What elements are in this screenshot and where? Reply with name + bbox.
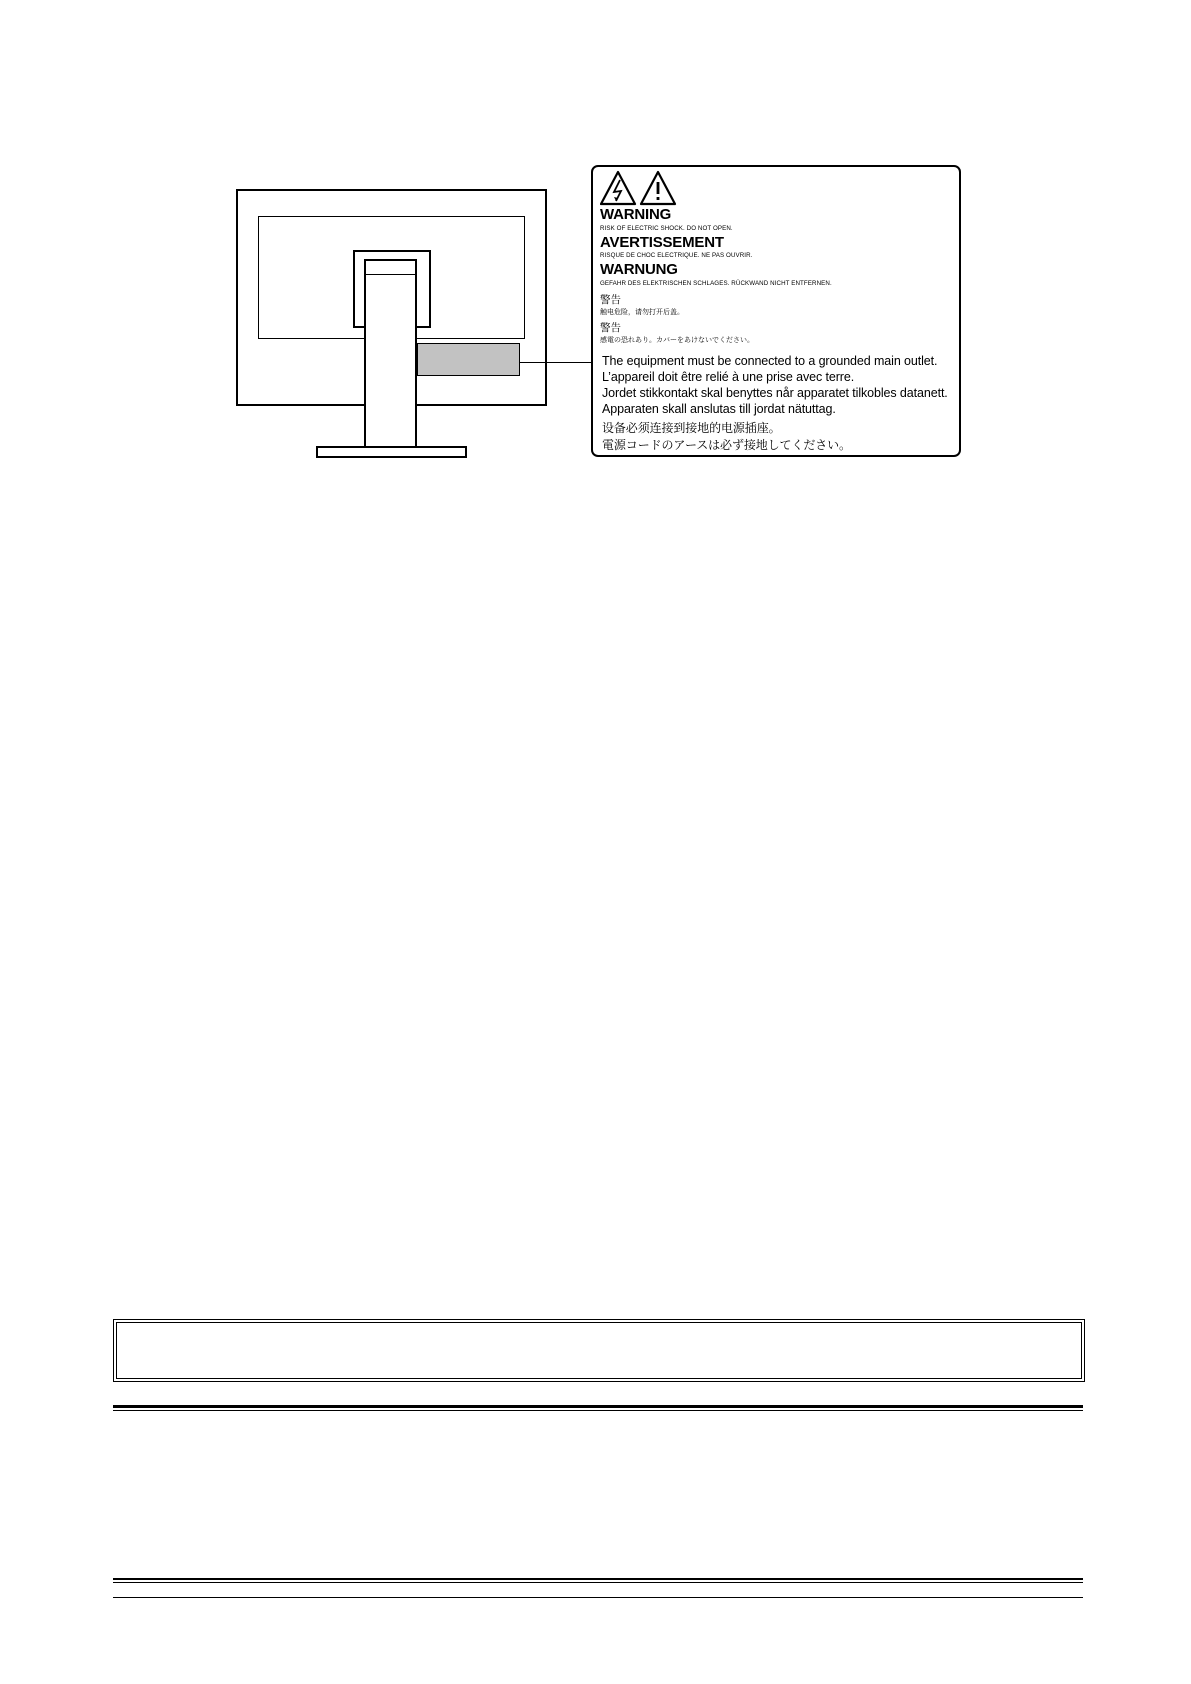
grounding-line-ja: 電源コードのアースは必ず接地してください。	[602, 438, 851, 452]
warning-icons	[600, 170, 680, 206]
warning-subtitle-de: GEFAHR DES ELEKTRISCHEN SCHLAGES. RÜCKWAND NICHT ENTFERNEN.	[600, 280, 832, 287]
warning-title-de: WARNUNG	[600, 261, 678, 278]
warning-label-location	[417, 343, 520, 376]
grounding-line-en: The equipment must be connected to a grounded main outlet.	[602, 354, 938, 368]
warning-title-zh: 警告	[600, 294, 621, 306]
warning-subtitle-ja: 感電の恐れあり。カバーをあけないでください。	[600, 336, 754, 344]
warning-title-ja: 警告	[600, 322, 621, 334]
grounding-line-zh: 设备必须连接到接地的电源插座。	[602, 421, 781, 435]
empty-caption-box-inner	[116, 1322, 1082, 1379]
warning-subtitle-en: RISK OF ELECTRIC SHOCK. DO NOT OPEN.	[600, 225, 733, 232]
stand-post	[364, 259, 417, 448]
stand-post-divider	[364, 274, 417, 275]
warning-subtitle-fr: RISQUE DE CHOC ELECTRIQUE. NE PAS OUVRIR.	[600, 252, 753, 259]
section-rule-thick	[113, 1405, 1083, 1408]
caution-warning-icon	[641, 172, 675, 204]
footer-rule-top	[113, 1578, 1083, 1580]
electric-shock-warning-icon	[601, 172, 635, 204]
footer-rule-middle	[113, 1582, 1083, 1583]
footer-rule-bottom	[113, 1597, 1083, 1598]
warning-title-en: WARNING	[600, 206, 672, 223]
stand-base	[316, 446, 467, 458]
warning-title-fr: AVERTISSEMENT	[600, 234, 724, 251]
leader-line	[520, 362, 592, 363]
grounding-line-no: Jordet stikkontakt skal benyttes når apparatet tilkobles datanett.	[602, 386, 948, 400]
warning-subtitle-zh: 触电危险，请勿打开后盖。	[600, 308, 684, 316]
grounding-line-fr: L’appareil doit être relié à une prise avec terre.	[602, 370, 855, 384]
grounding-line-sv: Apparaten skall anslutas till jordat nätuttag.	[602, 402, 836, 416]
section-rule-thin	[113, 1410, 1083, 1411]
